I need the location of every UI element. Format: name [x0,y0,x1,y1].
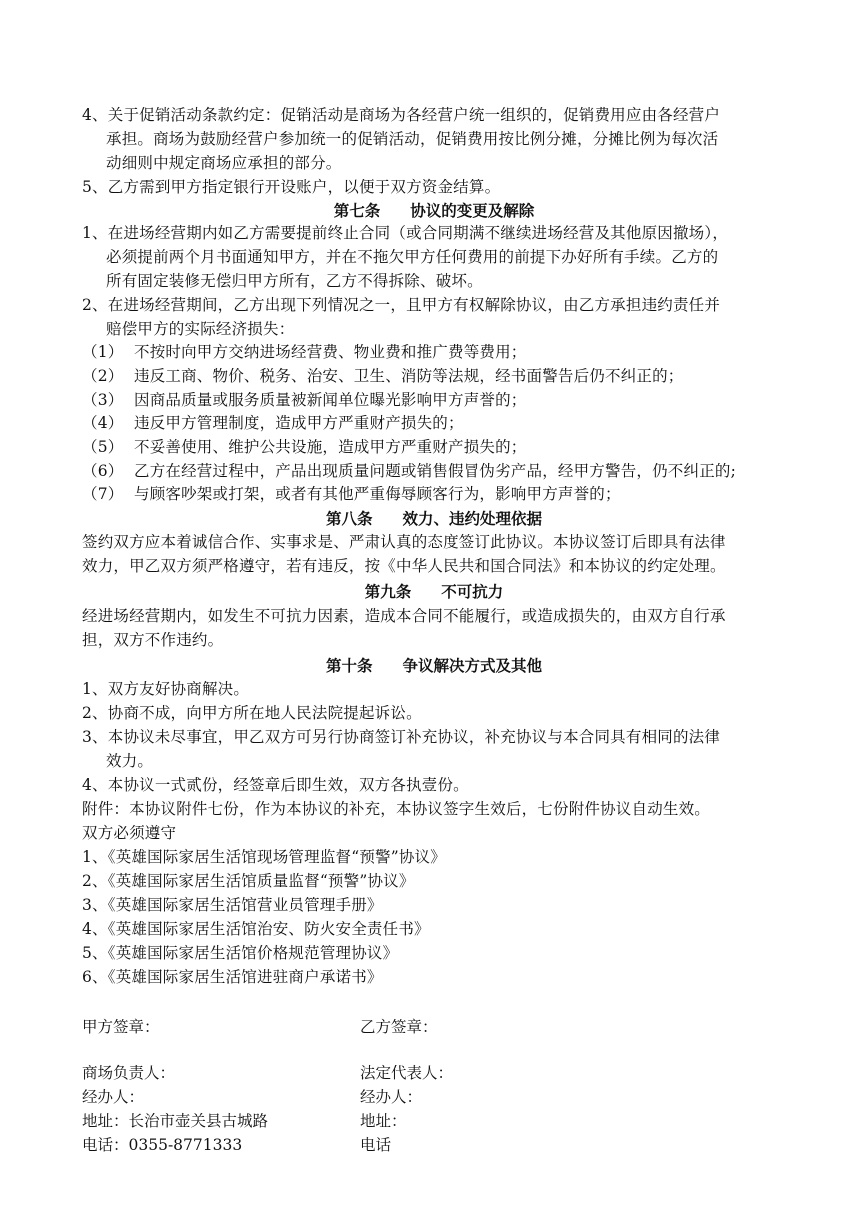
list-item-number: （7） [82,485,124,503]
list-item-number: （4） [82,414,124,432]
article-number: 第八条 [325,509,373,528]
list-item [82,483,802,506]
party-b-rep: 法定代表人： [360,1064,454,1082]
party-a-phone: 电话：0355-8771333 [82,1136,243,1154]
list-item-text: 不妥善使用、维护公共设施，造成甲方严重财产损失的； [134,438,527,456]
article-heading [0,507,868,530]
paragraph-line: 4、关于促销活动条款约定：促销活动是商场为各经营户统一组织的，促销费用应由各经营户 [82,106,721,124]
article-title: 协议的变更及解除 [410,201,535,220]
list-item [82,412,802,435]
paragraph-line: 3、本协议未尽事宜，甲乙双方可另行协商签订补充协议，补充协议与本合同具有相同的法律 [82,728,721,746]
list-item [82,389,802,412]
party-a-manager: 商场负责人： [82,1064,176,1082]
attachment-item: 1、《英雄国际家居生活馆现场管理监督“预警”协议》 [82,848,446,866]
paragraph-line: 效力，甲乙双方须严格遵守，若有违反，按《中华人民共和国合同法》和本协议的约定处理。 [82,557,726,575]
paragraph-line: 2、协商不成，向甲方所在地人民法院提起诉讼。 [82,704,422,722]
attachment-item: 3、《英雄国际家居生活馆营业员管理手册》 [82,896,383,914]
paragraph-line: 1、双方友好协商解决。 [82,680,250,698]
list-item [82,341,802,364]
list-item-text: 乙方在经营过程中，产品出现质量问题或销售假冒伪劣产品，经甲方警告，仍不纠正的; [134,462,737,480]
party-a-address: 地址：长治市壶关县古城路 [82,1112,269,1130]
list-item-text: 与顾客吵架或打架，或者有其他严重侮辱顾客行为，影响甲方声誉的； [134,485,621,503]
paragraph-line: 赔偿甲方的实际经济损失： [106,320,295,338]
paragraph-line: 2、在进场经营期间，乙方出现下列情况之一，且甲方有权解除协议，由乙方承担违约责任并 [82,296,721,314]
article-title: 效力、违约处理依据 [402,509,543,528]
list-item-text: 不按时向甲方交纳进场经营费、物业费和推广费等费用； [134,343,527,361]
list-item-number: （3） [82,391,124,409]
paragraph-line: 4、本协议一式贰份，经签章后即生效，双方各执壹份。 [82,776,469,794]
party-b-address: 地址： [360,1112,407,1130]
list-item-number: （5） [82,438,124,456]
article-heading [0,199,868,222]
paragraph-line: 必须提前两个月书面通知甲方，并在不拖欠甲方任何费用的前提下办好所有手续。乙方的 [106,248,719,266]
paragraph-line: 双方必须遵守 [82,824,177,842]
list-item-text: 因商品质量或服务质量被新闻单位曝光影响甲方声誉的； [134,391,527,409]
list-item [82,365,802,388]
attachment-item: 2、《英雄国际家居生活馆质量监督“预警”协议》 [82,872,415,890]
article-heading [0,654,868,677]
article-title: 争议解决方式及其他 [402,656,543,675]
paragraph-line: 承担。商场为鼓励经营户参加统一的促销活动，促销费用按比例分摊，分摊比例为每次活 [106,130,719,148]
paragraph-line: 签约双方应本着诚信合作、实事求是、严肃认真的态度签订此协议。本协议签订后即具有法律 [82,533,726,551]
paragraph-line: 所有固定装修无偿归甲方所有，乙方不得拆除、破坏。 [106,272,483,290]
article-number: 第九条 [364,582,412,601]
party-b-handler: 经办人： [360,1088,423,1106]
paragraph-line: 5、乙方需到甲方指定银行开设账户，以便于双方资金结算。 [82,178,501,196]
list-item [82,460,802,483]
party-b-phone: 电话 [360,1136,392,1154]
list-item-text: 违反工商、物价、税务、治安、卫生、消防等法规，经书面警告后仍不纠正的； [134,367,684,385]
list-item-text: 违反甲方管理制度，造成甲方严重财产损失的； [134,414,464,432]
paragraph-line: 效力。 [106,752,154,770]
attachment-item: 4、《英雄国际家居生活馆治安、防火安全责任书》 [82,920,430,938]
list-item-number: （1） [82,343,124,361]
list-item [82,436,802,459]
paragraph-line: 经进场经营期内，如发生不可抗力因素，造成本合同不能履行，或造成损失的，由双方自行承 [82,607,726,625]
article-number: 第十条 [325,656,373,675]
party-b-seal: 乙方签章： [360,1018,438,1036]
party-a-seal: 甲方签章： [82,1018,160,1036]
article-number: 第七条 [333,201,381,220]
party-a-handler: 经办人： [82,1088,145,1106]
article-title: 不可抗力 [441,582,504,601]
paragraph-line: 担，双方不作违约。 [82,631,224,649]
attachment-item: 6、《英雄国际家居生活馆进驻商户承诺书》 [82,968,383,986]
list-item-number: （2） [82,367,124,385]
list-item-number: （6） [82,462,124,480]
paragraph-line: 动细则中规定商场应承担的部分。 [106,154,342,172]
article-heading [0,580,868,603]
paragraph-line: 附件：本协议附件七份，作为本协议的补充，本协议签字生效后，七份附件协议自动生效。 [82,800,711,818]
attachment-item: 5、《英雄国际家居生活馆价格规范管理协议》 [82,944,399,962]
paragraph-line: 1、在进场经营期内如乙方需要提前终止合同（或合同期满不继续进场经营及其他原因撤场）， [82,224,729,242]
